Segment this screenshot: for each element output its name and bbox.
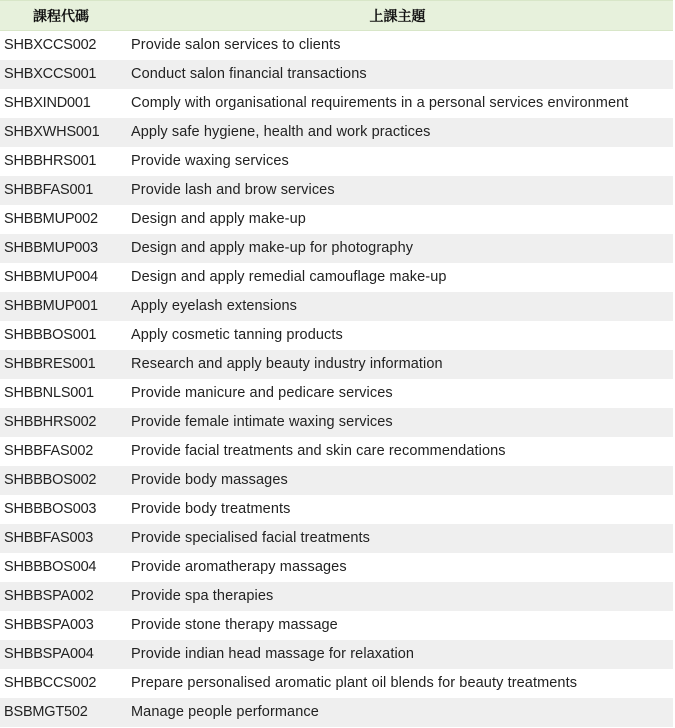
course-title-cell: Comply with organisational requirements in a personal services environment: [122, 89, 673, 118]
course-code-cell: SHBXIND001: [0, 89, 122, 118]
course-title-cell: Manage people performance: [122, 698, 673, 727]
course-title-header: 上課主題: [122, 1, 673, 31]
course-code-cell: SHBBHRS001: [0, 147, 122, 176]
course-title-cell: Research and apply beauty industry information: [122, 350, 673, 379]
course-title-cell: Apply eyelash extensions: [122, 292, 673, 321]
course-code-cell: SHBBRES001: [0, 350, 122, 379]
course-code-cell: SHBBFAS002: [0, 437, 122, 466]
table-row: [0, 60, 673, 89]
table-row: [0, 118, 673, 147]
course-code-cell: SHBBBOS004: [0, 553, 122, 582]
course-title-cell: Provide waxing services: [122, 147, 673, 176]
table-row: [0, 147, 673, 176]
course-title-cell: Provide spa therapies: [122, 582, 673, 611]
course-code-cell: SHBXCCS001: [0, 60, 122, 89]
table-row: [0, 669, 673, 698]
course-title-cell: Provide aromatherapy massages: [122, 553, 673, 582]
table-row: [0, 89, 673, 118]
course-title-cell: Provide facial treatments and skin care recommendations: [122, 437, 673, 466]
course-title-cell: Design and apply make-up for photography: [122, 234, 673, 263]
table-row: [0, 698, 673, 727]
table-row: [0, 205, 673, 234]
course-code-cell: SHBXCCS002: [0, 31, 122, 61]
table-row: [0, 611, 673, 640]
course-code-cell: SHBBHRS002: [0, 408, 122, 437]
course-code-cell: SHBBFAS001: [0, 176, 122, 205]
course-code-cell: SHBBMUP002: [0, 205, 122, 234]
course-title-cell: Conduct salon financial transactions: [122, 60, 673, 89]
table-row: [0, 176, 673, 205]
table-row: [0, 437, 673, 466]
table-body: [0, 31, 673, 728]
course-code-cell: SHBBSPA002: [0, 582, 122, 611]
course-code-cell: SHBBCCS002: [0, 669, 122, 698]
course-title-cell: Design and apply make-up: [122, 205, 673, 234]
table-row: [0, 466, 673, 495]
course-title-cell: Prepare personalised aromatic plant oil blends for beauty treatments: [122, 669, 673, 698]
table-row: [0, 553, 673, 582]
table-row: [0, 350, 673, 379]
course-code-cell: SHBBBOS002: [0, 466, 122, 495]
course-title-cell: Provide lash and brow services: [122, 176, 673, 205]
course-code-cell: SHBBMUP003: [0, 234, 122, 263]
course-code-cell: SHBBMUP001: [0, 292, 122, 321]
table-row: [0, 31, 673, 61]
header-row: [0, 1, 673, 31]
table-row: [0, 379, 673, 408]
table-row: [0, 263, 673, 292]
table-row: [0, 495, 673, 524]
course-code-cell: SHBBMUP004: [0, 263, 122, 292]
table-row: [0, 582, 673, 611]
course-code-cell: SHBBSPA004: [0, 640, 122, 669]
course-title-cell: Design and apply remedial camouflage make-up: [122, 263, 673, 292]
table-row: [0, 640, 673, 669]
course-title-cell: Apply cosmetic tanning products: [122, 321, 673, 350]
course-title-cell: Provide stone therapy massage: [122, 611, 673, 640]
course-title-cell: Apply safe hygiene, health and work practices: [122, 118, 673, 147]
table-row: [0, 234, 673, 263]
course-code-cell: SHBXWHS001: [0, 118, 122, 147]
course-title-cell: Provide body massages: [122, 466, 673, 495]
course-code-cell: SHBBNLS001: [0, 379, 122, 408]
course-code-cell: SHBBSPA003: [0, 611, 122, 640]
course-title-cell: Provide indian head massage for relaxation: [122, 640, 673, 669]
course-title-cell: Provide manicure and pedicare services: [122, 379, 673, 408]
table-header: [0, 1, 673, 31]
course-code-cell: BSBMGT502: [0, 698, 122, 727]
table-row: [0, 408, 673, 437]
course-code-header: 課程代碼: [0, 1, 122, 31]
course-title-cell: Provide specialised facial treatments: [122, 524, 673, 553]
table-row: [0, 321, 673, 350]
course-code-cell: SHBBBOS001: [0, 321, 122, 350]
course-title-cell: Provide body treatments: [122, 495, 673, 524]
table-row: [0, 524, 673, 553]
course-title-cell: Provide female intimate waxing services: [122, 408, 673, 437]
course-code-cell: SHBBBOS003: [0, 495, 122, 524]
course-title-cell: Provide salon services to clients: [122, 31, 673, 61]
course-code-cell: SHBBFAS003: [0, 524, 122, 553]
table-row: [0, 292, 673, 321]
